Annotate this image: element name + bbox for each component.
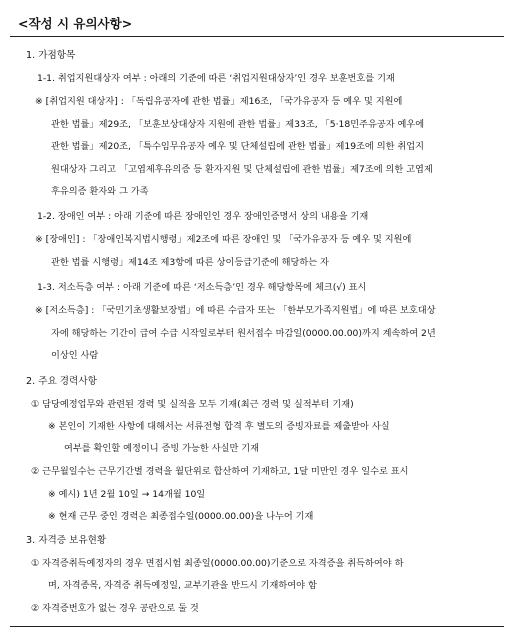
note-disability-2: 관한 법률 시행령」제14조 제3항에 따른 상이등급기준에 해당하는 자 — [51, 257, 329, 268]
note-employment-support-4: 원대상자 그리고 「고엽제후유의증 등 환자지원 및 단체설립에 관한 법률」제7조에 의한 고엽제 — [51, 164, 433, 175]
note-employment-support-3: 관한 법률」제20조, 「특수임무유공자 예우 및 단체설립에 관한 법률」제19조에 의한 취업지 — [51, 141, 425, 152]
career-line-6: ※ 현재 근무 중인 경력은 최종접수일(0000.00.00)을 나누어 기재 — [48, 511, 314, 522]
bottom-divider — [10, 626, 504, 627]
note-low-income-3: 이상인 사람 — [51, 350, 99, 361]
note-low-income-2: 자에 해당하는 기간이 급여 수급 시작일로부터 원서접수 마감일(0000.00.00)까지 계속하여 2년 — [51, 328, 436, 339]
item-employment-support-heading: 1-1. 취업지원대상자 여부 : 아래의 기준에 따른 ‘취업지원대상자’인 경우 보훈번호를 기재 — [37, 73, 395, 84]
title-divider — [10, 36, 504, 37]
section-heading-career: 2. 주요 경력사항 — [26, 376, 97, 387]
note-disability-1: ※ [장애인] : 「장애인복지법시행령」제2조에 따른 장애인 및 「국가유공자 등 예우 및 지원에 — [35, 234, 412, 245]
note-low-income-1: ※ [저소득층] : 「국민기초생활보장법」에 따른 수급자 또는 「한부모가족지원법」에 따른 보호대상 — [35, 305, 436, 316]
career-line-2: ※ 본인이 기재한 사항에 대해서는 서류전형 합격 후 별도의 증빙자료를 제출받아 사실 — [48, 421, 390, 432]
certificate-line-1: ① 자격증취득예정자의 경우 면접시험 최종일(0000.00.00)기준으로 자격증을 취득하여야 하 — [31, 558, 404, 569]
page-title: <작성 시 유의사항> — [18, 16, 133, 31]
note-employment-support-2: 관한 법률」제29조, 「보훈보상대상자 지원에 관한 법률」제33조, 「5·18민주유공자 예우에 — [51, 119, 425, 130]
certificate-line-3: ② 자격증번호가 없는 경우 공란으로 둘 것 — [31, 603, 199, 614]
item-disability-heading: 1-2. 장애인 여부 : 아래 기준에 따른 장애인인 경우 장애인증명서 상의 내용을 기재 — [37, 211, 369, 222]
career-line-5: ※ 예시) 1년 2월 10일 → 14개월 10일 — [48, 489, 206, 500]
item-low-income-heading: 1-3. 저소득층 여부 : 아래 기준에 따른 ‘저소득층’인 경우 해당항목에 체크(√) 표시 — [37, 282, 367, 293]
note-employment-support-5: 후유의증 환자와 그 가족 — [51, 186, 149, 197]
certificate-line-2: 며, 자격종목, 자격증 취득예정일, 교부기관을 반드시 기재하여야 함 — [48, 580, 317, 591]
career-line-4: ② 근무월일수는 근무기간별 경력을 월단위로 합산하여 기재하고, 1달 미만인 경우 일수로 표시 — [31, 466, 409, 477]
section-heading-points: 1. 가점항목 — [26, 50, 76, 61]
career-line-3: 여부를 확인할 예정이니 증빙 가능한 사실만 기재 — [64, 443, 260, 454]
note-employment-support-1: ※ [취업지원 대상자] : 「독립유공자에 관한 법률」제16조, 「국가유공자 등 예우 및 지원에 — [35, 96, 403, 107]
section-heading-certificates: 3. 자격증 보유현황 — [26, 535, 107, 546]
career-line-1: ① 담당예정업무와 관련된 경력 및 실적을 모두 기재(최근 경력 및 실적부터 기재) — [31, 399, 354, 410]
